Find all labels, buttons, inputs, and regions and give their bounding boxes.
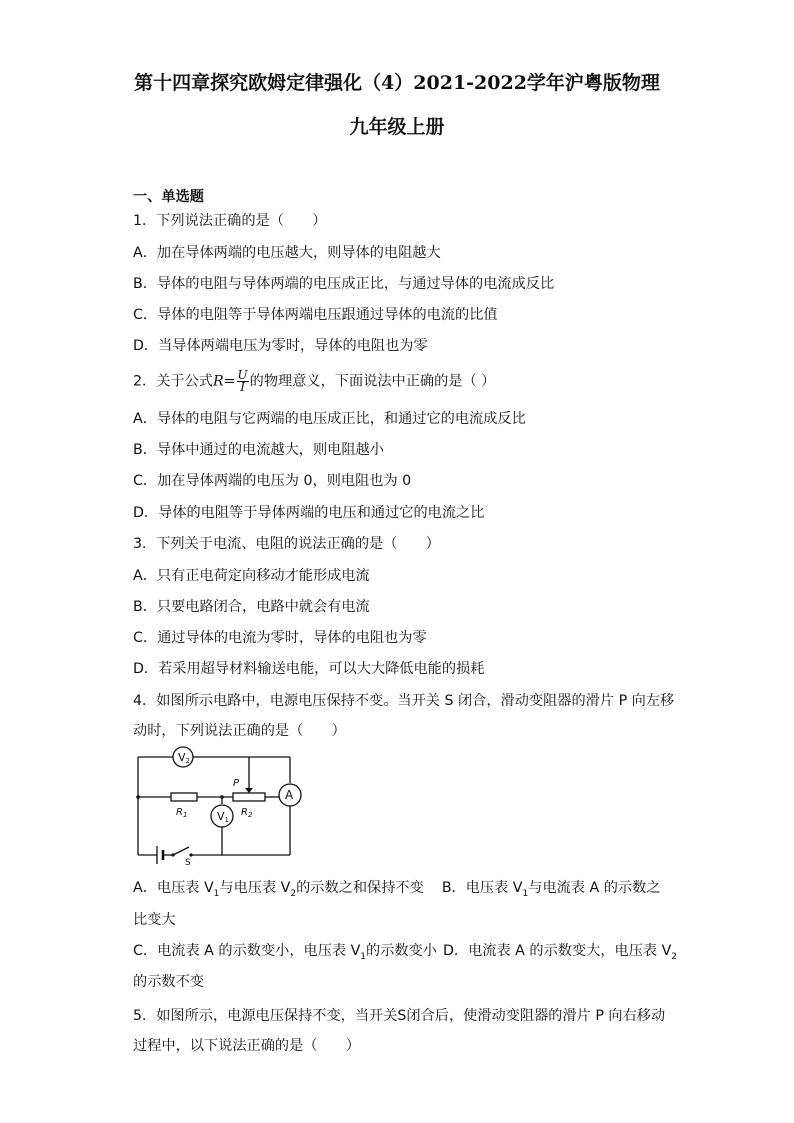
q2-stem xyxy=(133,370,495,393)
q3-option-c: C．通过导体的电流为零时，导体的电阻也为零 xyxy=(133,630,427,646)
doc-title-line2: 九年级上册 xyxy=(349,116,445,138)
q2-option-b: B．导体中通过的电流越大，则电阻越小 xyxy=(133,442,384,458)
formula-fraction xyxy=(237,370,249,393)
formula-denominator: I xyxy=(240,380,245,394)
v2-label: V2 xyxy=(178,751,190,765)
switch-contact-left xyxy=(171,853,174,856)
formula-eq: = xyxy=(223,373,236,390)
q3-stem: 3．下列关于电流、电阻的说法正确的是（ ） xyxy=(133,536,440,552)
q1-option-c: C．导体的电阻等于导体两端电压跟通过导体的电流的比值 xyxy=(133,307,498,323)
q4-option-b-cont: 比变大 xyxy=(133,912,176,928)
q4-option-b: B．电压表 $V_1$与电流表 A 的示数之 xyxy=(441,880,661,899)
q1-stem: 1．下列说法正确的是（ ） xyxy=(133,213,327,229)
q4-stem-line2: 动时，下列说法正确的是（ ） xyxy=(133,723,346,739)
s-label: S xyxy=(185,858,191,866)
q2-stem-pre: 2．关于公式 xyxy=(133,373,213,390)
r2-label: $R_2$ xyxy=(241,807,253,819)
q4-options-cd xyxy=(133,941,677,967)
q4-option-d-cont: 的示数不变 xyxy=(133,974,204,990)
ammeter-label: A xyxy=(285,788,294,802)
q2-option-d: D．导体的电阻等于导体两端的电压和通过它的电流之比 xyxy=(133,505,485,521)
q1-option-a: A．加在导体两端的电压越大，则导体的电阻越大 xyxy=(133,245,441,261)
q1-option-b: B．导体的电阻与导体两端的电压成正比，与通过导体的电流成反比 xyxy=(133,276,555,292)
switch-contact-right xyxy=(189,853,192,856)
q3-option-d: D．若采用超导材料输送电能，可以大大降低电能的损耗 xyxy=(133,661,485,677)
junction-left xyxy=(136,795,140,799)
v1-label: V1 xyxy=(217,810,229,824)
q3-option-a: A．只有正电荷定向移动才能形成电流 xyxy=(133,568,370,584)
slider-p-arrow xyxy=(245,788,253,793)
q1-option-d: D．当导体两端电压为零时，导体的电阻也为零 xyxy=(133,338,428,354)
formula-lhs: R xyxy=(212,373,224,390)
r1-label: $R_1$ xyxy=(176,807,188,819)
q4-option-a: A．电压表 $V_1$与电压表 $V_2$的示数之和保持不变 xyxy=(133,880,424,899)
formula-numerator: U xyxy=(237,368,248,382)
q3-option-b: B．只要电路闭合，电路中就会有电流 xyxy=(133,599,370,615)
q2-stem-post: 的物理意义，下面说法中正确的是（ ） xyxy=(249,373,496,390)
p-label: P xyxy=(233,778,240,789)
q4-options-ab xyxy=(133,878,660,904)
section-heading: 一、单选题 xyxy=(133,189,204,205)
q2-option-a: A．导体的电阻与它两端的电压成正比，和通过它的电流成反比 xyxy=(133,411,526,427)
rheostat-r2 xyxy=(233,793,265,801)
q5-stem-line2: 过程中，以下说法正确的是（ ） xyxy=(133,1038,361,1054)
resistor-r1 xyxy=(171,793,197,801)
q4-option-c: C．电流表 A 的示数变小，电压表 $V_1$的示数变小 xyxy=(133,943,437,962)
circuit-diagram xyxy=(133,744,303,866)
junction-mid xyxy=(220,795,224,799)
q5-stem-line1: 5．如图所示，电源电压保持不变，当开关S闭合后，使滑动变阻器的滑片 P 向右移动 xyxy=(133,1008,666,1024)
q2-option-c: C．加在导体两端的电压为 0，则电阻也为 0 xyxy=(133,473,412,489)
doc-title-line1: 第十四章探究欧姆定律强化（4）2021-2022学年沪粤版物理 xyxy=(134,72,660,94)
switch-s-lever xyxy=(173,847,189,855)
q4-stem-line1: 4．如图所示电路中，电源电压保持不变。当开关 S 闭合，滑动变阻器的滑片 P 向左移 xyxy=(133,693,675,709)
q4-option-d: D．电流表 A 的示数变大，电压表 $V_2$ xyxy=(442,943,678,962)
